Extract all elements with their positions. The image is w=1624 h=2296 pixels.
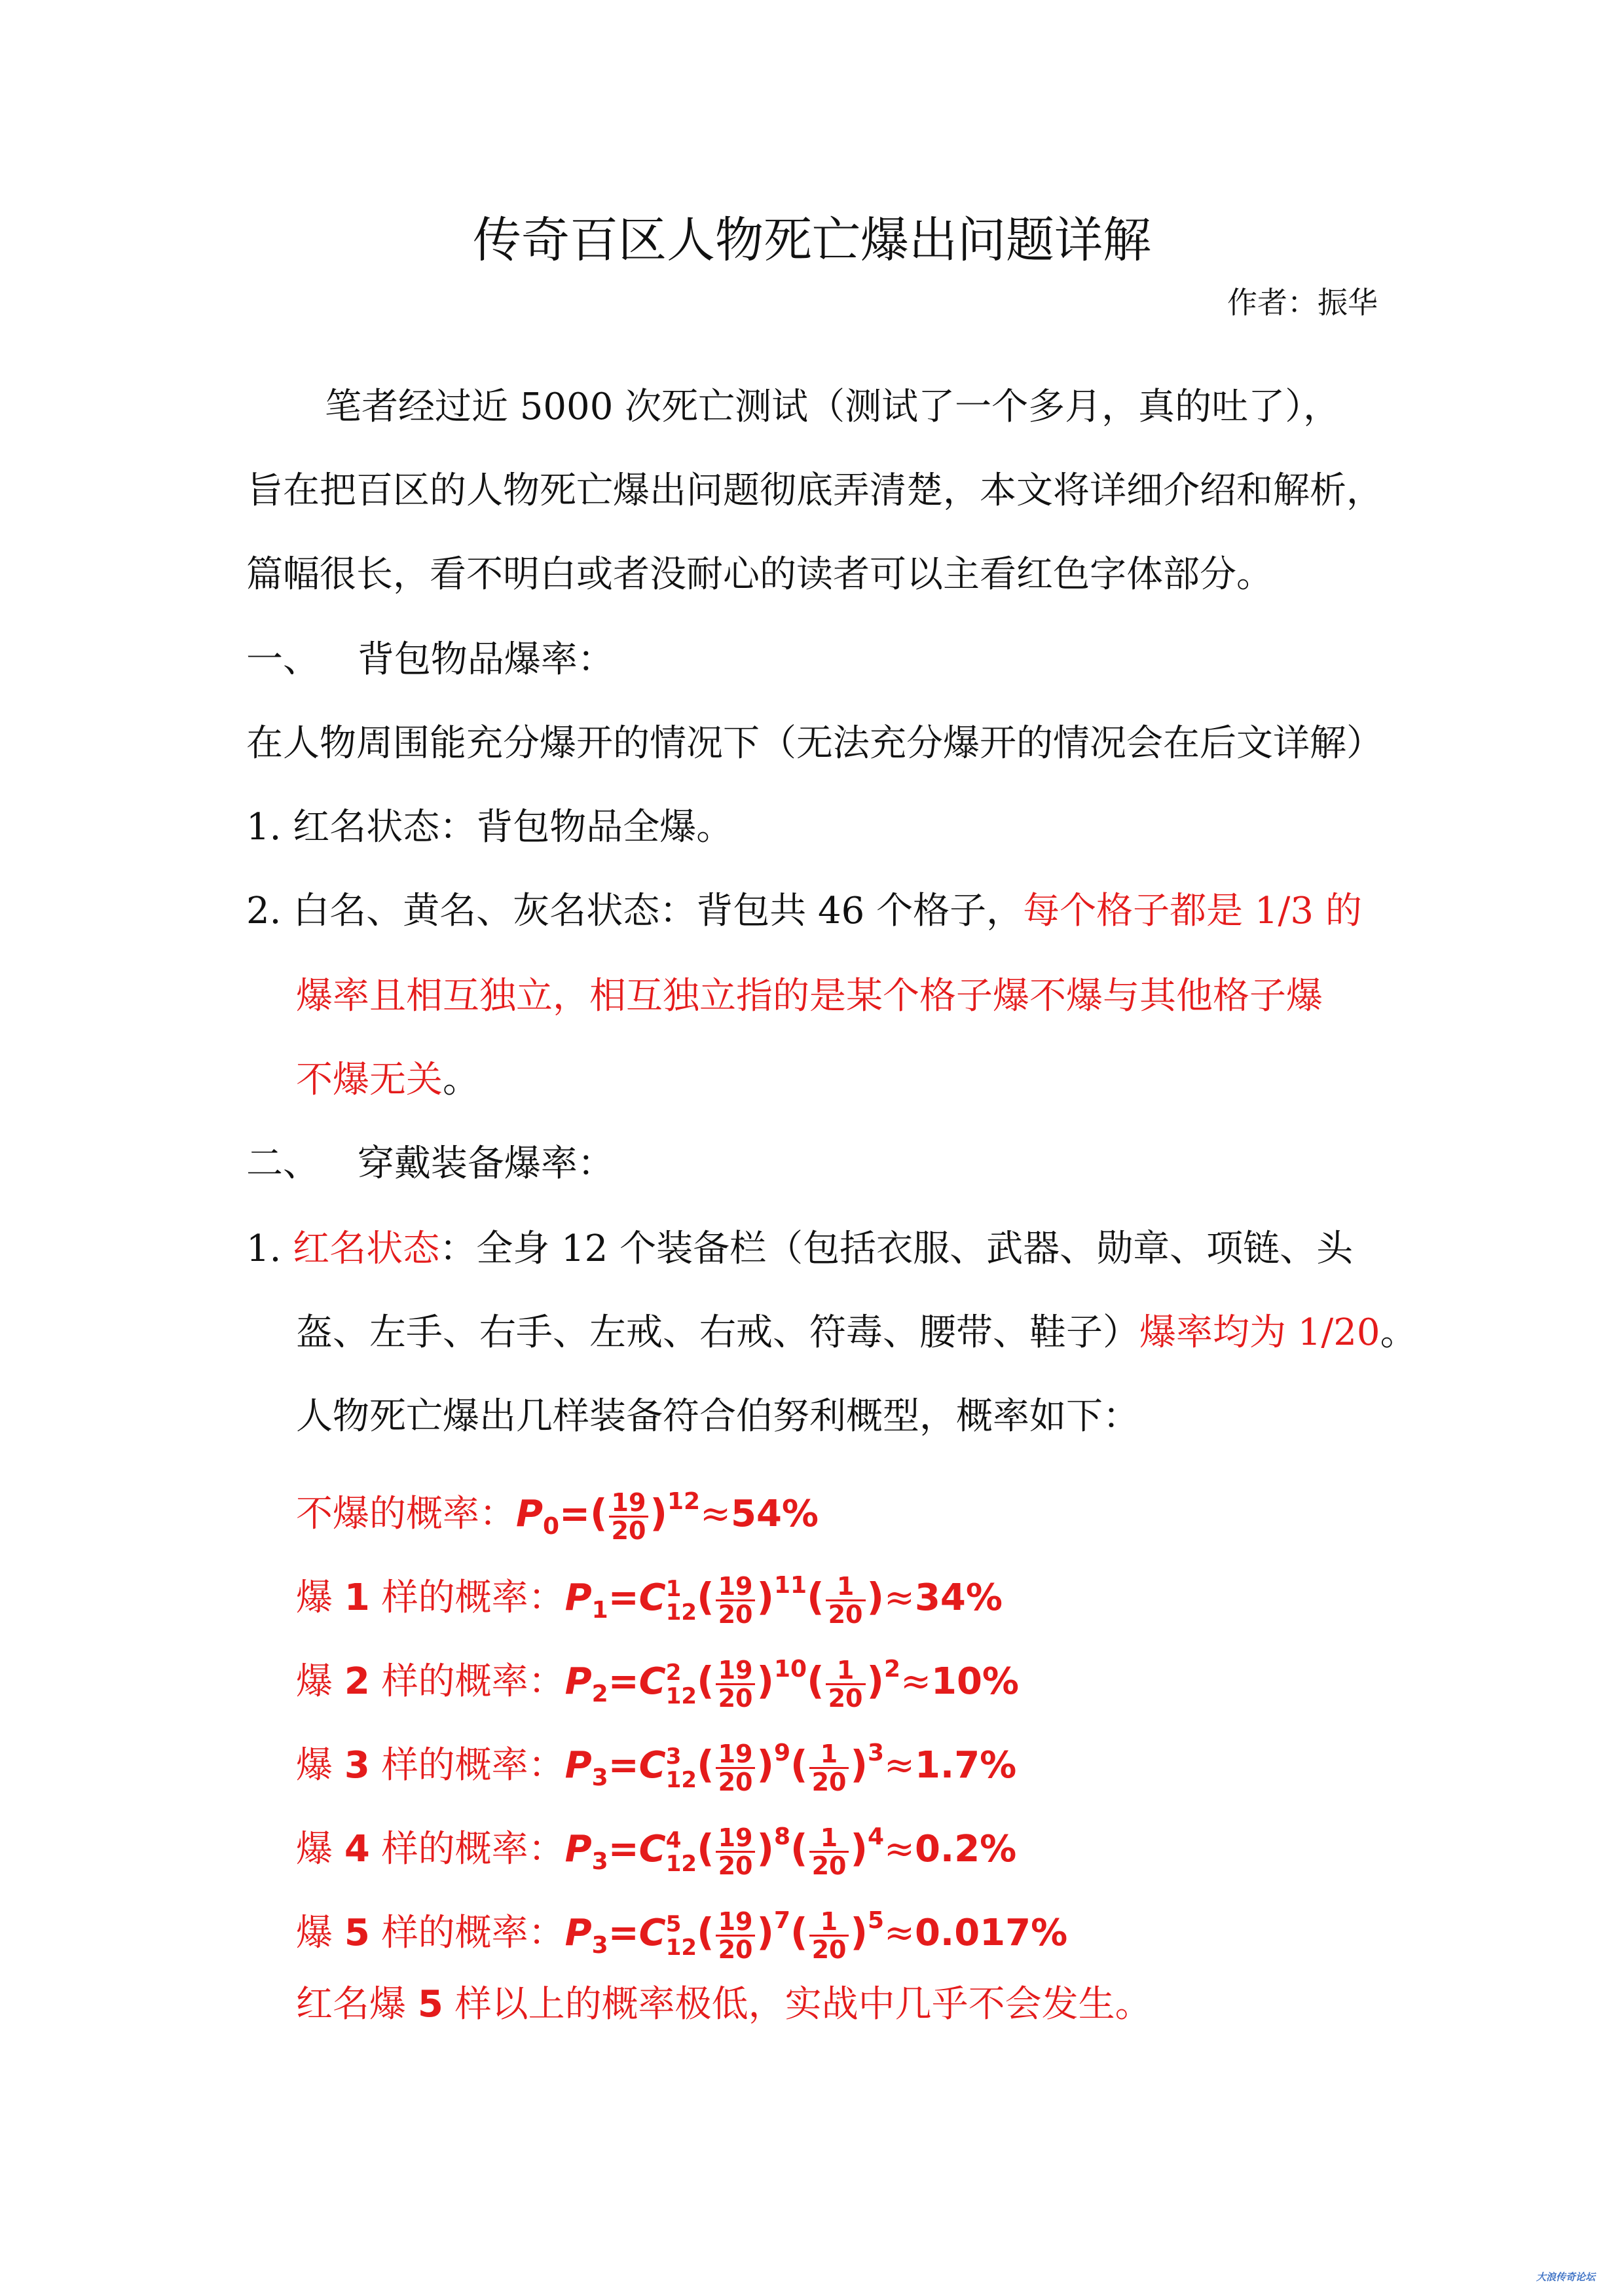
section-2-item-1 xyxy=(246,1226,1353,1273)
section-1-item-1: 1. 红名状态：背包物品全爆。 xyxy=(246,806,733,848)
approx-sign: ≈ xyxy=(700,1493,731,1535)
formula-result: 34% xyxy=(914,1576,1003,1619)
section-1-item-2-line-2: 爆率且相互独立，相互独立指的是某个格子爆不爆与其他格子爆 xyxy=(296,975,1323,1017)
section-1-item-2-red-end: 不爆无关 xyxy=(296,1059,443,1101)
formula-exp: 12 xyxy=(667,1488,701,1515)
fraction-19-20: $\frac{19}{20}$ xyxy=(716,1741,756,1795)
fraction-19-20: $\frac{19}{20}$ xyxy=(716,1573,756,1628)
fraction-1-20: $\frac{1}{20}$ xyxy=(826,1657,866,1711)
section-2-item-1-line-2-red: 爆率均为 1/20 xyxy=(1139,1311,1380,1354)
formula-p-sub: 0 xyxy=(543,1513,560,1540)
formula-result: 54% xyxy=(730,1493,819,1535)
formula-result: 0.2% xyxy=(914,1828,1017,1870)
section-2-heading xyxy=(246,1140,614,1188)
fraction-19-20: $\frac{19}{20}$ xyxy=(609,1489,649,1544)
conclusion-line: 红名爆 5 样以上的概率极低，实战中几乎不会发生。 xyxy=(296,1983,1152,2026)
fraction-19-20: $\frac{19}{20}$ xyxy=(716,1908,756,1963)
intro-line-1: 笔者经过近 5000 次死亡测试（测试了一个多月，真的吐了）， xyxy=(325,386,1340,428)
section-2-title: 穿戴装备爆率： xyxy=(357,1142,614,1185)
author-line: 作者：振华 xyxy=(1227,285,1378,320)
fraction-19-20: $\frac{19}{20}$ xyxy=(716,1825,756,1879)
section-1-condition: 在人物周围能充分爆开的情况下（无法充分爆开的情况会在后文详解） xyxy=(246,722,1383,765)
fraction-1-20: $\frac{1}{20}$ xyxy=(809,1741,849,1795)
formula-label: 不爆的概率： xyxy=(296,1493,516,1535)
section-2-item-1-red: 红名状态 xyxy=(293,1228,440,1270)
section-2-item-1-text: ：全身 12 个装备栏（包括衣服、武器、勋章、项链、头 xyxy=(439,1228,1354,1270)
watermark-logo xyxy=(1536,2265,1615,2287)
formula-result: 0.017% xyxy=(914,1912,1068,1954)
intro-line-3: 篇幅很长，看不明白或者没耐心的读者可以主看红色字体部分。 xyxy=(246,553,1273,596)
section-2-item-1-line-2 xyxy=(296,1309,1417,1357)
section-1-heading xyxy=(246,636,614,683)
section-1-item-2-period: 。 xyxy=(443,1059,479,1101)
formula-p2: 爆 2 样的概率：$P_2=C$ 2 12 ( $\frac{19}{20}$ )$^{10}$( $\frac{1}{20}$ )$^2$≈10% xyxy=(296,1656,1020,1713)
formula-p5: 爆 5 样的概率：$P_3=C$ 5 12 ( $\frac{19}{20}$ )$^7$( $\frac{1}{20}$ )$^5$≈0.017% xyxy=(296,1907,1068,1964)
formula-p: P xyxy=(516,1493,544,1535)
fraction-1-20: $\frac{1}{20}$ xyxy=(826,1573,866,1628)
formula-p4: 爆 4 样的概率：$P_3=C$ 4 12 ( $\frac{19}{20}$ )$^8$( $\frac{1}{20}$ )$^4$≈0.2% xyxy=(296,1823,1017,1880)
section-2-item-1-number: 1. xyxy=(246,1228,282,1270)
intro-line-2: 旨在把百区的人物死亡爆出问题彻底弄清楚，本文将详细介绍和解析， xyxy=(246,469,1383,512)
section-1-title: 背包物品爆率： xyxy=(357,638,614,681)
section-1-item-2 xyxy=(246,888,1362,935)
section-1-number: 一、 xyxy=(246,638,320,681)
section-1-item-2-line-3 xyxy=(296,1057,479,1104)
fraction-19-20: $\frac{19}{20}$ xyxy=(716,1657,756,1711)
fraction-1-20: $\frac{1}{20}$ xyxy=(809,1825,849,1879)
section-2-number: 二、 xyxy=(246,1142,320,1185)
formula-p0: 不爆的概率：$P_0=$( $\frac{19}{20}$ )$^{12}$≈54% xyxy=(296,1488,819,1545)
fraction-1-20: $\frac{1}{20}$ xyxy=(809,1908,849,1963)
formula-result: 1.7% xyxy=(914,1744,1017,1787)
section-2-item-1-line-2-text: 盔、左手、右手、左戒、右戒、符毒、腰带、鞋子） xyxy=(296,1311,1139,1354)
watermark-text: 大浪传奇论坛 xyxy=(1536,2271,1596,2283)
section-2-item-1-line-2-end: 。 xyxy=(1380,1311,1417,1354)
bernoulli-line: 人物死亡爆出几样装备符合伯努利概型，概率如下： xyxy=(296,1395,1139,1438)
section-1-item-2-text: 2. 白名、黄名、灰名状态：背包共 46 个格子， xyxy=(246,890,1024,932)
section-1-item-2-red: 每个格子都是 1/3 的 xyxy=(1023,890,1362,932)
formula-result: 10% xyxy=(931,1660,1020,1703)
formula-p3: 爆 3 样的概率：$P_3=C$ 3 12 ( $\frac{19}{20}$ )$^9$( $\frac{1}{20}$ )$^3$≈1.7% xyxy=(296,1740,1017,1796)
formula-p1: 爆 1 样的概率：$P_1=C$ 1 12 ( $\frac{19}{20}$ )$^{11}$( $\frac{1}{20}$ )≈34% xyxy=(296,1572,1003,1629)
page-title: 传奇百区人物死亡爆出问题详解 xyxy=(473,212,1151,268)
